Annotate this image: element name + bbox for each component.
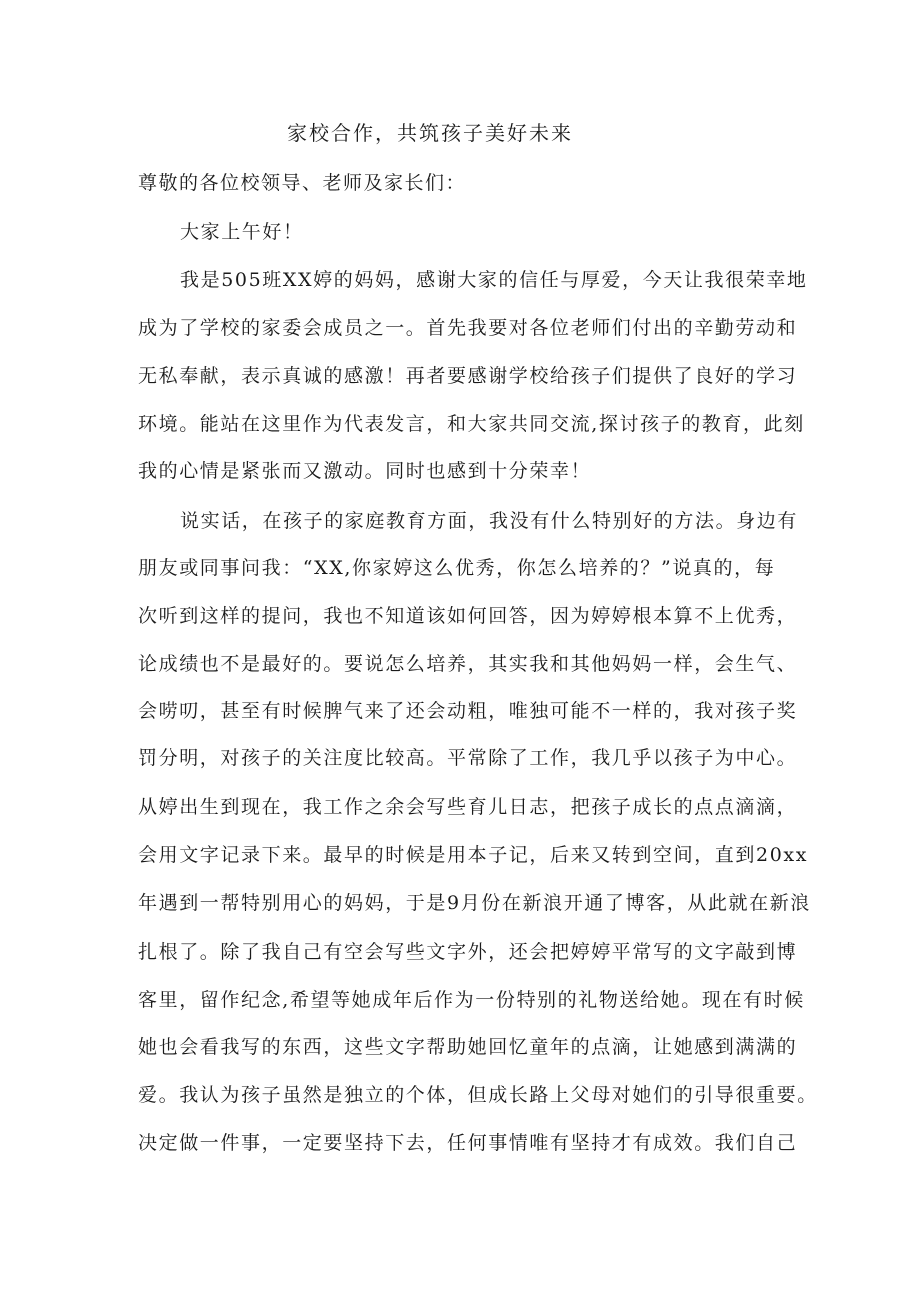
- body-line: 次听到这样的提问，我也不知道该如何回答，因为婷婷根本算不上优秀，: [138, 605, 798, 627]
- body-line: 从婷出生到现在，我工作之余会写些育儿日志，把孩子成长的点点滴滴，: [138, 796, 798, 818]
- body-line: 她也会看我写的东西，这些文字帮助她回忆童年的点滴，让她感到满满的: [138, 1036, 798, 1058]
- body-line: 朋友或同事问我：“XX,你家婷这么优秀，你怎么培养的？”说真的，每: [138, 557, 776, 579]
- body-line: 我的心情是紧张而又激动。同时也感到十分荣幸！: [138, 460, 592, 482]
- body-line: 论成绩也不是最好的。要说怎么培养，其实我和其他妈妈一样，会生气、: [138, 653, 798, 675]
- body-line: 会唠叨，甚至有时候脾气来了还会动粗，唯独可能不一样的，我对孩子奖: [138, 700, 798, 722]
- body-line: 罚分明，对孩子的关注度比较高。平常除了工作，我几乎以孩子为中心。: [138, 747, 798, 769]
- body-line: 我是505班XX婷的妈妈，感谢大家的信任与厚爱，今天让我很荣幸地: [180, 269, 808, 291]
- body-line: 环境。能站在这里作为代表发言，和大家共同交流,探讨孩子的教育，此刻: [138, 413, 805, 435]
- body-line: 年遇到一帮特别用心的妈妈，于是9月份在新浪开通了博客，从此就在新浪: [138, 892, 811, 914]
- body-line: 客里，留作纪念,希望等她成年后作为一份特别的礼物送给她。现在有时候: [138, 989, 805, 1011]
- body-line: 会用文字记录下来。最早的时候是用本子记，后来又转到空间，直到20xx: [138, 844, 809, 866]
- salutation: 尊敬的各位校领导、老师及家长们：: [138, 172, 467, 194]
- body-line: 爱。我认为孩子虽然是独立的个体，但成长路上父母对她们的引导很重要。: [138, 1084, 818, 1106]
- greeting: 大家上午好！: [180, 221, 304, 243]
- body-line: 无私奉献，表示真诚的感激！再者要感谢学校给孩子们提供了良好的学习: [138, 365, 798, 387]
- body-line: 说实话，在孩子的家庭教育方面，我没有什么特别好的方法。身边有: [180, 510, 799, 532]
- document-title: 家校合作，共筑孩子美好未来: [287, 121, 573, 145]
- body-line: 决定做一件事，一定要坚持下去，任何事情唯有坚持才有成效。我们自己: [138, 1132, 798, 1154]
- body-line: 成为了学校的家委会成员之一。首先我要对各位老师们付出的辛勤劳动和: [138, 317, 798, 339]
- body-line: 扎根了。除了我自己有空会写些文字外，还会把婷婷平常写的文字敲到博: [138, 941, 798, 963]
